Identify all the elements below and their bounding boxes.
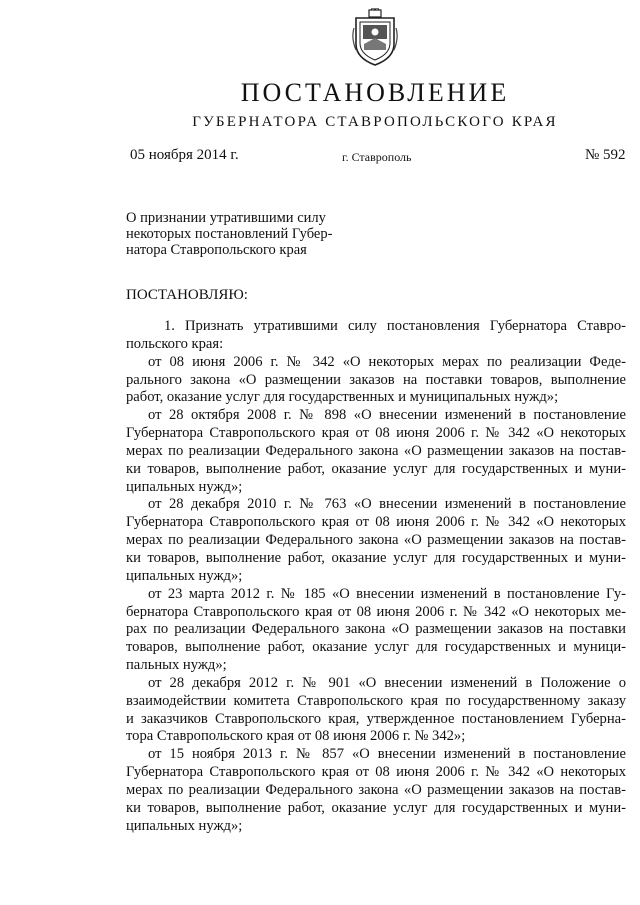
body-line: польского края: — [126, 335, 224, 352]
body-line: работ, оказание услуг для государственных и муниципальных нужд»; — [126, 389, 559, 406]
body-line: от 08 июня 2006 г. № 342 «О некоторых мерах по реализации Феде- — [148, 353, 626, 370]
decree-date: 05 ноября 2014 г. — [130, 147, 239, 163]
body-line: ки товаров, выполнение работ, оказание услуг для государственных и муни- — [126, 799, 626, 816]
body-line: от 28 декабря 2012 г. № 901 «О внесении изменений в Положение о — [148, 674, 626, 691]
heading-line: натора Ставропольского края — [126, 242, 307, 258]
body-line: ципальных нужд»; — [126, 817, 243, 834]
decree-heading — [126, 210, 332, 258]
body-line: ки товаров, выполнение работ, оказание услуг для государственных и муни- — [126, 549, 626, 566]
body-line: и заказчиков Ставропольского края, утвержденное постановлением Губерна- — [126, 710, 626, 727]
body-line: мерах по реализации Федерального закона «О размещении заказов на постав- — [126, 781, 626, 798]
body-line: ципальных нужд»; — [126, 567, 243, 584]
body-line: товаров, выполнение работ, оказание услуг для государственных и муници- — [126, 639, 626, 656]
document-subtitle: ГУБЕРНАТОРА СТАВРОПОЛЬСКОГО КРАЯ — [192, 114, 558, 130]
document-title: ПОСТАНОВЛЕНИЕ — [240, 78, 510, 107]
body-line: Губернатора Ставропольского края от 08 июня 2006 г. № 342 «О некоторых — [126, 425, 626, 442]
decree-city: г. Ставрополь — [342, 150, 412, 164]
heading-line: О признании утратившими силу — [126, 210, 326, 226]
document-body — [126, 318, 626, 835]
body-line: ки товаров, выполнение работ, оказание услуг для государственных и муни- — [126, 460, 626, 477]
body-line: от 28 декабря 2010 г. № 763 «О внесении изменений в постановление — [148, 496, 626, 513]
body-line: 1. Признать утратившими силу постановления Губернатора Ставро- — [164, 318, 626, 334]
body-line: от 23 марта 2012 г. № 185 «О внесении изменений в постановление Гу- — [148, 585, 626, 602]
body-line: ципальных нужд»; — [126, 478, 243, 495]
body-line: от 15 ноября 2013 г. № 857 «О внесении изменений в постановление — [148, 746, 626, 763]
body-line: рального закона «О размещении заказов на поставки товаров, выполнение — [126, 371, 626, 388]
coat-of-arms-icon — [350, 8, 400, 68]
body-line: мерах по реализации Федерального закона «О размещении заказов на постав- — [126, 532, 626, 549]
body-line: пальных нужд»; — [126, 657, 227, 674]
body-line: бернатора Ставропольского края от 08 июня 2006 г. № 342 «О некоторых ме- — [126, 603, 626, 620]
body-line: Губернатора Ставропольского края от 08 июня 2006 г. № 342 «О некоторых — [126, 764, 626, 781]
body-line: мерах по реализации Федерального закона «О размещении заказов на постав- — [126, 442, 626, 459]
heading-line: некоторых постановлений Губер- — [126, 226, 333, 242]
body-line: от 28 октября 2008 г. № 898 «О внесении изменений в постановление — [148, 407, 626, 424]
body-line: тора Ставропольского края от 08 июня 2006 г. № 342»; — [126, 728, 466, 745]
decree-number: № 592 — [585, 147, 626, 163]
body-line: рах по реализации Федерального закона «О размещении заказов на поставки — [126, 621, 626, 638]
body-line: Губернатора Ставропольского края от 08 июня 2006 г. № 342 «О некоторых — [126, 514, 626, 531]
body-line: взаимодействии комитета Ставропольского края по государственному заказу — [126, 692, 626, 709]
decree-word: ПОСТАНОВЛЯЮ: — [126, 287, 248, 303]
